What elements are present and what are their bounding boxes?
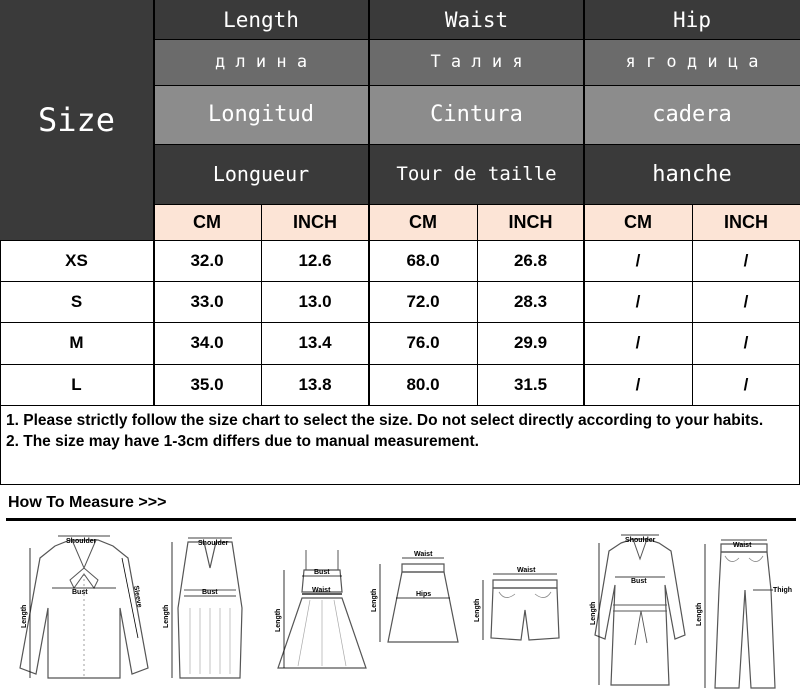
length-label: Length bbox=[696, 602, 703, 626]
grid-line bbox=[153, 39, 800, 40]
value-cell: 32.0 bbox=[153, 240, 261, 281]
value-cell: 33.0 bbox=[153, 281, 261, 322]
value-cell: 13.0 bbox=[261, 281, 369, 322]
value-cell: 13.8 bbox=[261, 364, 369, 405]
skirt-figure bbox=[372, 548, 472, 688]
bust-label: Bust bbox=[202, 589, 218, 596]
unit-cell: INCH bbox=[261, 204, 369, 240]
length-label: Length bbox=[163, 604, 170, 628]
hip-ru-header: я г о д и ц а bbox=[584, 39, 800, 85]
value-cell: 72.0 bbox=[369, 281, 477, 322]
length-en-header: Length bbox=[153, 0, 369, 39]
blouse-figure bbox=[10, 528, 160, 693]
size-label: Size bbox=[37, 101, 116, 139]
size-cell: M bbox=[0, 322, 153, 364]
note-line-2: 2. The size may have 1-3cm differs due to manual measurement. bbox=[6, 433, 479, 450]
length-label: Length bbox=[590, 601, 597, 625]
grid-line bbox=[153, 204, 800, 205]
bust-label: Bust bbox=[72, 589, 88, 596]
grid-line bbox=[0, 484, 800, 485]
hip-es-header: cadera bbox=[584, 85, 800, 144]
sleeve-label: Sleeve bbox=[132, 585, 143, 609]
value-cell: 28.3 bbox=[477, 281, 584, 322]
value-cell: 34.0 bbox=[153, 322, 261, 364]
shoulder-label: Shoulder bbox=[66, 538, 97, 545]
value-cell: 31.5 bbox=[477, 364, 584, 405]
grid-line bbox=[0, 281, 800, 282]
waist-label: Waist bbox=[414, 551, 433, 558]
waist-label: Waist bbox=[517, 567, 536, 574]
how-to-measure-title: How To Measure >>> bbox=[8, 494, 167, 511]
grid-line bbox=[0, 240, 1, 485]
waist-en-header: Waist bbox=[369, 0, 584, 39]
value-cell: / bbox=[692, 364, 800, 405]
bust-label: Bust bbox=[314, 569, 330, 576]
waist-label: Waist bbox=[312, 587, 331, 594]
size-header bbox=[0, 0, 153, 240]
grid-line bbox=[153, 144, 800, 145]
coat-dress-figure bbox=[585, 525, 695, 695]
value-cell: / bbox=[584, 240, 692, 281]
size-notes bbox=[6, 410, 796, 452]
value-cell: 80.0 bbox=[369, 364, 477, 405]
length-es-header: Longitud bbox=[153, 85, 369, 144]
hips-label: Hips bbox=[416, 591, 432, 598]
waist-es-header: Cintura bbox=[369, 85, 584, 144]
shoulder-label: Shoulder bbox=[198, 540, 229, 547]
pants-figure bbox=[695, 530, 800, 695]
length-label: Length bbox=[474, 598, 481, 622]
grid-line bbox=[0, 405, 800, 406]
value-cell: / bbox=[584, 322, 692, 364]
shorts-figure bbox=[475, 560, 575, 660]
thigh-label: Thigh bbox=[773, 587, 793, 594]
grid-line bbox=[368, 0, 370, 405]
grid-line bbox=[0, 364, 800, 365]
unit-cell: CM bbox=[369, 204, 477, 240]
grid-line bbox=[583, 0, 585, 405]
bust-label: Bust bbox=[631, 578, 647, 585]
dress-figure bbox=[272, 540, 372, 690]
length-fr-header: Longueur bbox=[153, 144, 369, 204]
value-cell: 13.4 bbox=[261, 322, 369, 364]
hip-en-header: Hip bbox=[584, 0, 800, 39]
hip-fr-header: hanche bbox=[584, 144, 800, 204]
size-cell: L bbox=[0, 364, 153, 405]
length-label: Length bbox=[275, 608, 282, 632]
waist-ru-header: Т а л и я bbox=[369, 39, 584, 85]
value-cell: 29.9 bbox=[477, 322, 584, 364]
divider bbox=[6, 518, 796, 521]
grid-line bbox=[0, 240, 800, 241]
value-cell: / bbox=[692, 322, 800, 364]
unit-cell: CM bbox=[584, 204, 692, 240]
grid-line bbox=[0, 322, 800, 323]
grid-line bbox=[261, 204, 262, 405]
length-label: Length bbox=[371, 588, 378, 612]
grid-line bbox=[692, 204, 693, 405]
unit-cell: INCH bbox=[692, 204, 800, 240]
length-ru-header: д л и н а bbox=[153, 39, 369, 85]
value-cell: 76.0 bbox=[369, 322, 477, 364]
unit-cell: INCH bbox=[477, 204, 584, 240]
value-cell: / bbox=[692, 240, 800, 281]
note-line-1: 1. Please strictly follow the size chart to select the size. Do not select directly according to your habits. bbox=[6, 412, 764, 429]
grid-line bbox=[477, 204, 478, 405]
waist-fr-header: Tour de taille bbox=[369, 144, 584, 204]
value-cell: 12.6 bbox=[261, 240, 369, 281]
grid-line bbox=[153, 0, 155, 405]
value-cell: / bbox=[692, 281, 800, 322]
waist-label: Waist bbox=[733, 542, 752, 549]
unit-cell: CM bbox=[153, 204, 261, 240]
value-cell: 35.0 bbox=[153, 364, 261, 405]
value-cell: / bbox=[584, 364, 692, 405]
value-cell: 68.0 bbox=[369, 240, 477, 281]
tank-top-figure bbox=[160, 528, 260, 693]
grid-line bbox=[153, 85, 800, 86]
size-cell: S bbox=[0, 281, 153, 322]
shoulder-label: Shoulder bbox=[625, 537, 656, 544]
size-cell: XS bbox=[0, 240, 153, 281]
length-label: Length bbox=[21, 604, 28, 628]
value-cell: 26.8 bbox=[477, 240, 584, 281]
value-cell: / bbox=[584, 281, 692, 322]
